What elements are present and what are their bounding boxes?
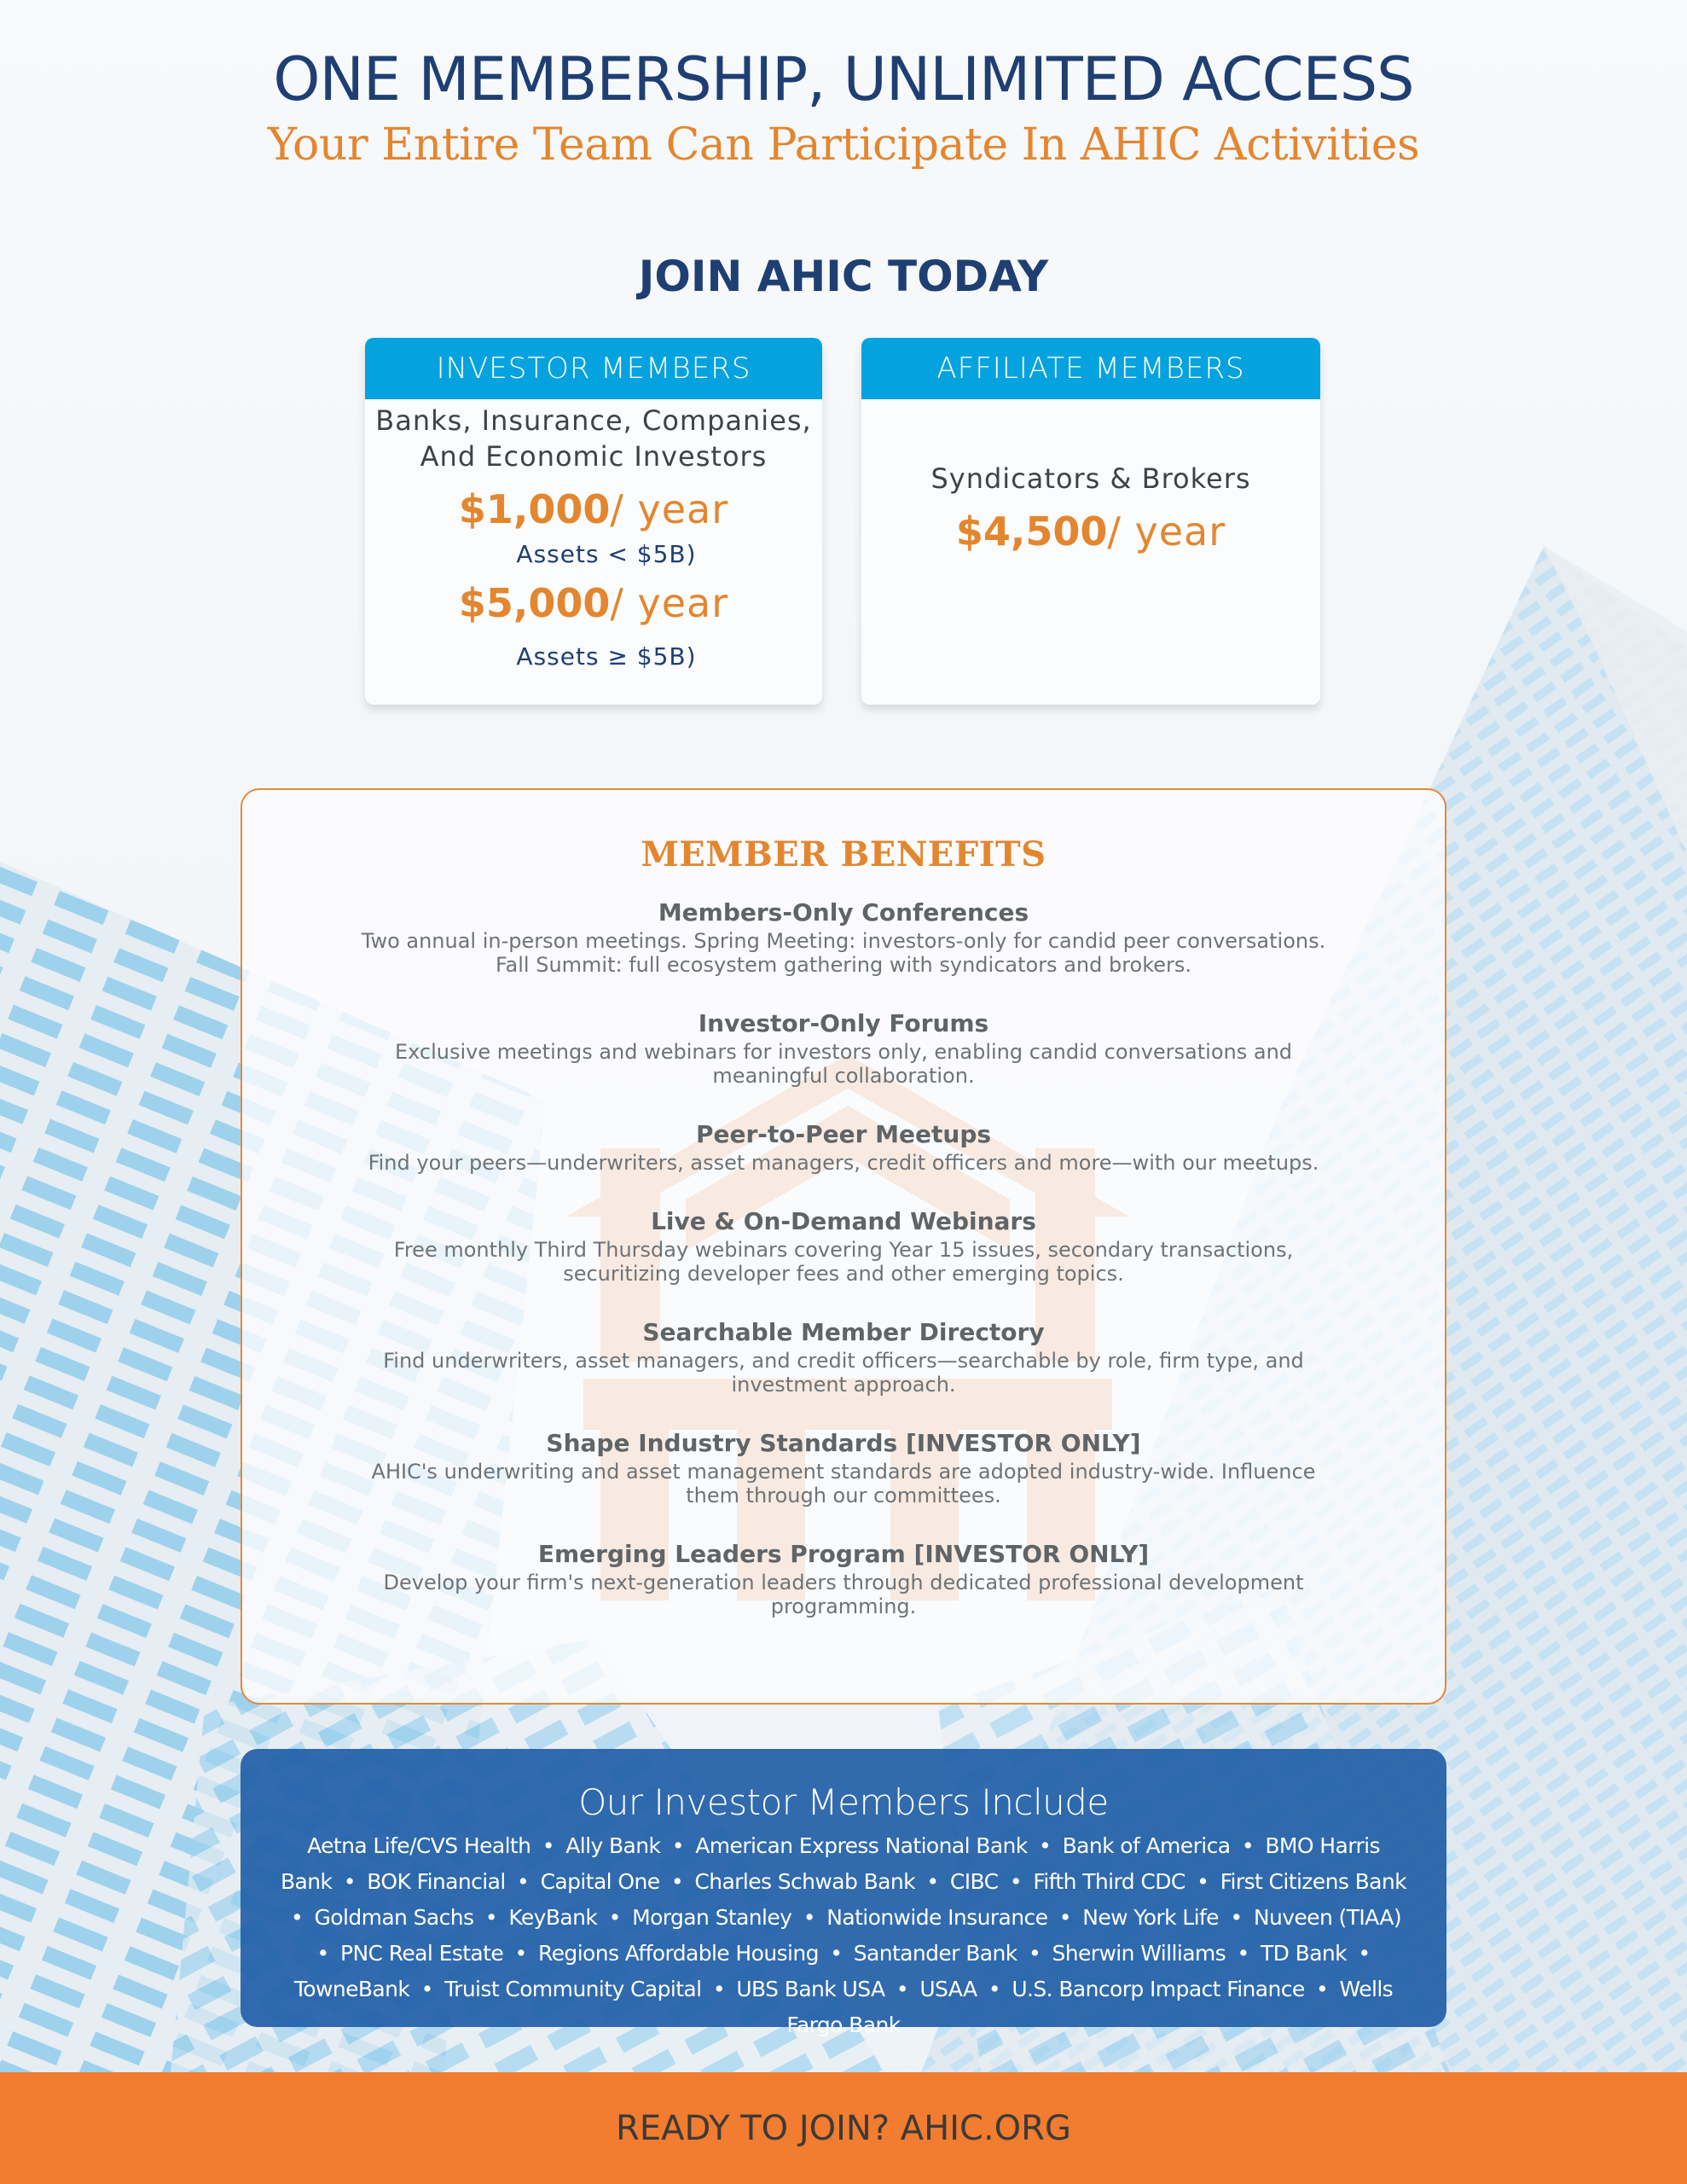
price-amount: $4,500 xyxy=(955,508,1108,555)
affiliate-members-card xyxy=(861,338,1320,705)
investor-audience-line-2: And Economic Investors xyxy=(420,440,768,473)
investor-members-card xyxy=(365,338,822,705)
benefit-list xyxy=(242,897,1445,1618)
investor-member-name: Ally Bank xyxy=(565,1833,661,1858)
bullet-separator-icon: • xyxy=(343,1869,356,1894)
price-period: / year xyxy=(1107,508,1226,555)
investor-member-name: Regions Affordable Housing xyxy=(538,1941,819,1966)
benefit-item xyxy=(242,1008,1445,1088)
benefits-title: MEMBER BENEFITS xyxy=(641,834,1046,874)
join-title: JOIN AHIC TODAY xyxy=(638,252,1049,301)
investor-member-name: CIBC xyxy=(949,1869,999,1894)
investor-members-title: Our Investor Members Include xyxy=(578,1781,1109,1823)
investor-member-name: Morgan Stanley xyxy=(632,1905,792,1930)
bullet-separator-icon: • xyxy=(1058,1905,1071,1930)
investor-member-name: Fifth Third CDC xyxy=(1033,1869,1186,1894)
bullet-separator-icon: • xyxy=(988,1977,1000,2001)
investor-members-panel xyxy=(241,1749,1446,2037)
bullet-separator-icon: • xyxy=(803,1905,815,1930)
benefit-description: Find your peers—underwriters, asset managers, credit officers and more—with our meetups. xyxy=(368,1151,1319,1175)
bullet-separator-icon: • xyxy=(484,1905,497,1930)
benefit-item xyxy=(242,1205,1445,1286)
price-amount: $1,000 xyxy=(458,486,611,532)
bullet-separator-icon: • xyxy=(926,1869,939,1894)
investor-member-name: UBS Bank USA xyxy=(736,1977,885,2001)
benefit-description: Free monthly Third Thursday webinars covering Year 15 issues, secondary transactions, securitizing developer fees and other emerging topics. xyxy=(393,1238,1294,1286)
investor-member-name: Nationwide Insurance xyxy=(826,1905,1048,1930)
investor-price-tier-1 xyxy=(365,483,822,536)
investor-member-name: Bank of America xyxy=(1062,1833,1231,1858)
bullet-separator-icon: • xyxy=(514,1941,527,1966)
benefit-name: Members-Only Conferences xyxy=(658,898,1029,926)
investor-member-name: Truist Community Capital xyxy=(444,1977,702,2001)
benefit-name: Live & On-Demand Webinars xyxy=(651,1207,1036,1235)
investor-members-list xyxy=(281,1828,1406,2043)
benefit-item xyxy=(242,1118,1445,1175)
benefit-name: Searchable Member Directory xyxy=(642,1318,1045,1346)
price-period: / year xyxy=(610,580,729,626)
bullet-separator-icon: • xyxy=(608,1905,621,1930)
footer-cta-bar xyxy=(0,2072,1687,2184)
investor-tier-1-assets: Assets < $5B) xyxy=(516,540,697,568)
investor-member-name: Nuveen (TIAA) xyxy=(1253,1905,1401,1930)
bullet-separator-icon: • xyxy=(830,1941,843,1966)
page-headline: ONE MEMBERSHIP, UNLIMITED ACCESS xyxy=(273,44,1414,114)
bullet-separator-icon: • xyxy=(1039,1833,1052,1858)
investor-member-name: Wells Fargo Bank xyxy=(786,1977,1394,2037)
benefit-description: Exclusive meetings and webinars for investors only, enabling candid conversations and meaningful collaboration. xyxy=(394,1040,1293,1088)
bullet-separator-icon: • xyxy=(1197,1869,1209,1894)
benefit-description: Develop your firm's next-generation leaders through dedicated professional development programming. xyxy=(383,1571,1304,1618)
investor-member-name: PNC Real Estate xyxy=(339,1941,504,1966)
bullet-separator-icon: • xyxy=(1028,1941,1041,1966)
investor-member-name: USAA xyxy=(919,1977,977,2001)
benefit-item xyxy=(242,1538,1445,1618)
price-amount: $5,000 xyxy=(458,580,611,626)
member-benefits-panel xyxy=(241,788,1446,1705)
bullet-separator-icon: • xyxy=(1358,1941,1371,1966)
affiliate-audience: Syndicators & Brokers xyxy=(930,462,1251,495)
benefit-description: Find underwriters, asset managers, and credit officers—searchable by role, firm type, and investment approach. xyxy=(383,1349,1304,1397)
benefit-description: Two annual in-person meetings. Spring Meeting: investors-only for candid peer conversations. Fall Summit: full ecosystem gathering with syndicators and brokers. xyxy=(361,929,1326,977)
investor-member-name: New York Life xyxy=(1082,1905,1219,1930)
investor-member-name: Capital One xyxy=(540,1869,660,1894)
bullet-separator-icon: • xyxy=(1009,1869,1022,1894)
investor-member-name: BMO Harris Bank xyxy=(281,1833,1380,1894)
investor-member-name: Santander Bank xyxy=(853,1941,1017,1966)
affiliate-card-header: AFFILIATE MEMBERS xyxy=(861,338,1320,399)
investor-member-name: U.S. Bancorp Impact Finance xyxy=(1012,1977,1305,2001)
investor-member-name: KeyBank xyxy=(508,1905,598,1930)
investor-member-name: Charles Schwab Bank xyxy=(694,1869,915,1894)
bullet-separator-icon: • xyxy=(316,1941,329,1966)
bullet-separator-icon: • xyxy=(517,1869,530,1894)
investor-price-tier-2 xyxy=(365,577,822,630)
investor-audience xyxy=(365,403,822,474)
benefit-name: Emerging Leaders Program [INVESTOR ONLY] xyxy=(537,1540,1150,1568)
benefit-item xyxy=(242,897,1445,977)
benefit-item xyxy=(242,1316,1445,1397)
investor-member-name: Sherwin Williams xyxy=(1052,1941,1226,1966)
investor-member-name: TowneBank xyxy=(293,1977,410,2001)
investor-tier-2-assets: Assets ≥ $5B) xyxy=(516,642,697,671)
investor-member-name: American Express National Bank xyxy=(695,1833,1028,1858)
benefit-name: Investor-Only Forums xyxy=(698,1009,989,1037)
benefit-name: Peer-to-Peer Meetups xyxy=(695,1120,992,1148)
bullet-separator-icon: • xyxy=(671,1833,684,1858)
investor-member-name: Aetna Life/CVS Health xyxy=(307,1833,531,1858)
bullet-separator-icon: • xyxy=(290,1905,304,1930)
bullet-separator-icon: • xyxy=(542,1833,554,1858)
bullet-separator-icon: • xyxy=(1316,1977,1329,2001)
bullet-separator-icon: • xyxy=(712,1977,725,2001)
benefit-item xyxy=(242,1427,1445,1507)
page-subheadline: Your Entire Team Can Participate In AHIC Activities xyxy=(267,119,1420,171)
bullet-separator-icon: • xyxy=(896,1977,908,2001)
bullet-separator-icon: • xyxy=(670,1869,683,1894)
benefit-name: Shape Industry Standards [INVESTOR ONLY] xyxy=(546,1429,1141,1457)
investor-member-name: TD Bank xyxy=(1260,1941,1348,1966)
bullet-separator-icon: • xyxy=(1230,1905,1243,1930)
price-period: / year xyxy=(610,486,729,532)
footer-cta-link[interactable]: READY TO JOIN? AHIC.ORG xyxy=(616,2108,1071,2148)
bullet-separator-icon: • xyxy=(420,1977,433,2001)
investor-member-name: Goldman Sachs xyxy=(314,1905,474,1930)
bullet-separator-icon: • xyxy=(1241,1833,1254,1858)
bullet-separator-icon: • xyxy=(1237,1941,1249,1966)
benefit-description: AHIC's underwriting and asset management standards are adopted industry-wide. Influence them through our committees. xyxy=(371,1460,1316,1507)
affiliate-price xyxy=(861,505,1320,558)
investor-member-name: BOK Financial xyxy=(367,1869,506,1894)
investor-audience-line-1: Banks, Insurance, Companies, xyxy=(375,404,812,437)
investor-card-header: INVESTOR MEMBERS xyxy=(365,338,822,399)
investor-member-name: First Citizens Bank xyxy=(1220,1869,1407,1894)
